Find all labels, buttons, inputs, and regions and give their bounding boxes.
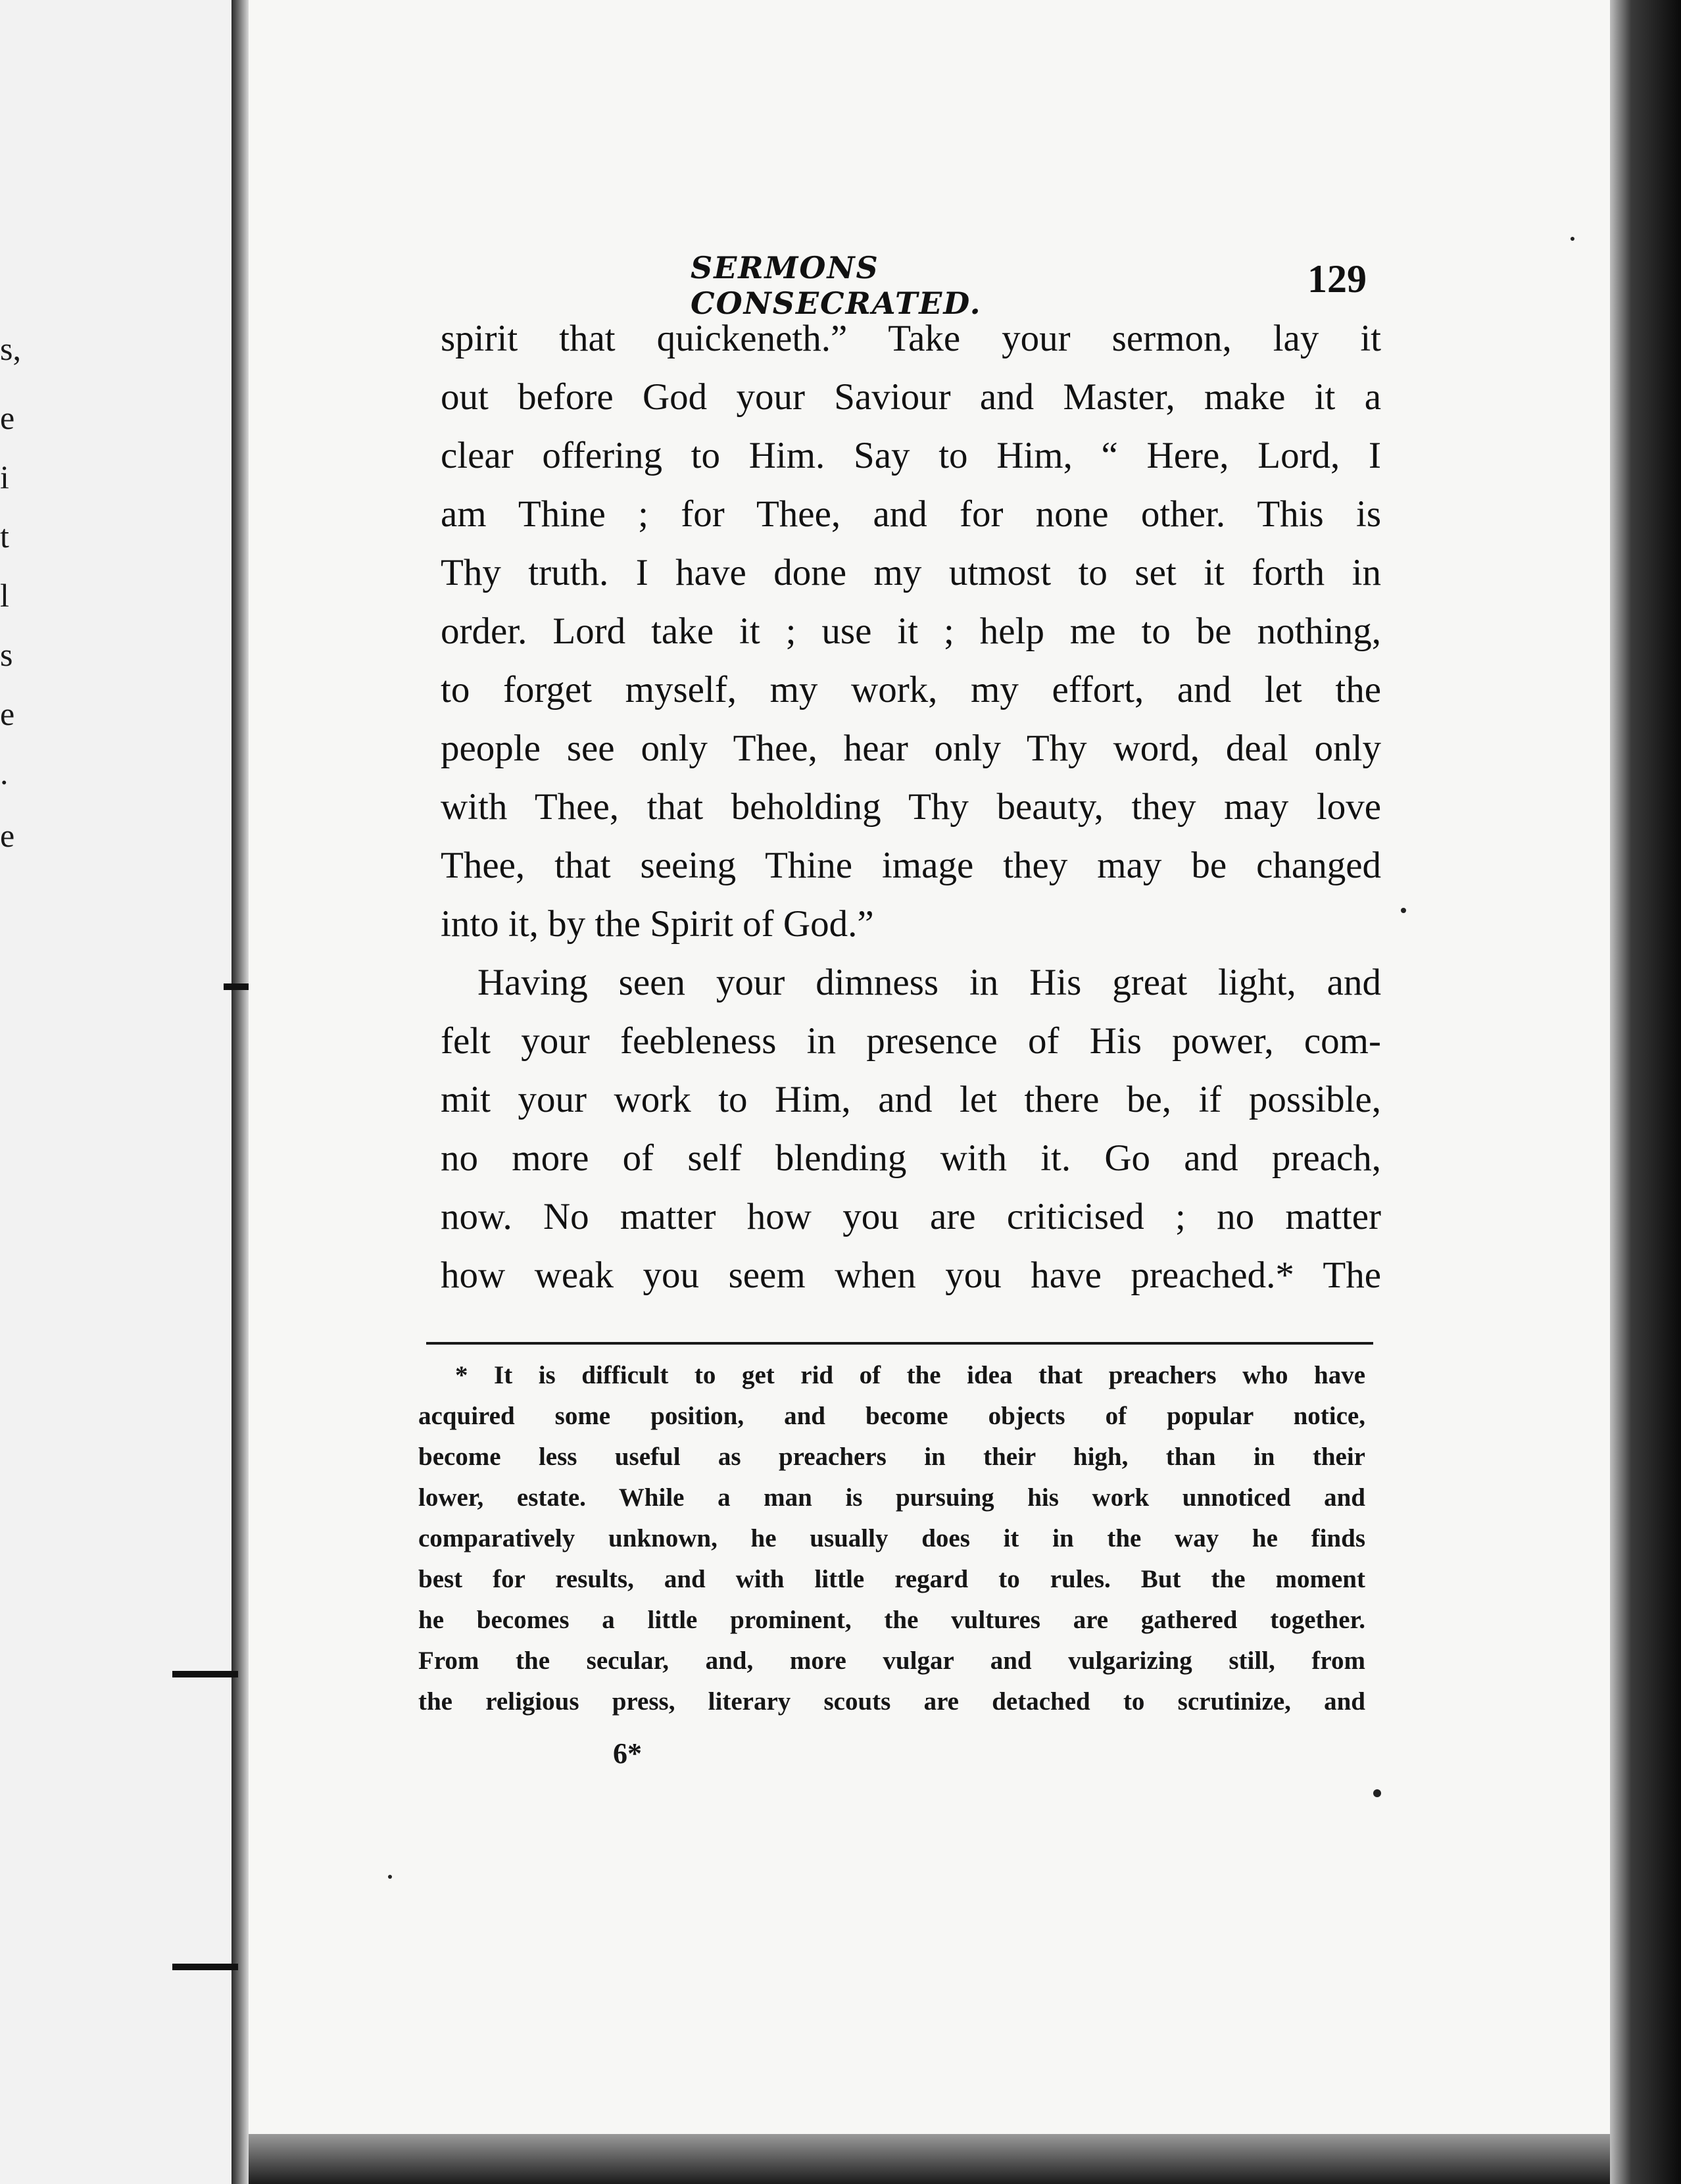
body-line: Having seen your dimness in His great light, and: [477, 962, 1381, 1003]
binding-gutter: [231, 0, 249, 2184]
page-number: 129: [1307, 257, 1367, 301]
footnote-rule: [426, 1342, 1373, 1345]
body-line: clear offering to Him. Say to Him, “ Here, Lord, I: [441, 435, 1381, 476]
binding-tab: [172, 1671, 238, 1677]
footnote-line: From the secular, and, more vulgar and vulgarizing still, from: [418, 1647, 1365, 1675]
left-edge-glyph: e: [0, 695, 15, 732]
footnote-line: comparatively unknown, he usually does it in the way he finds: [418, 1524, 1365, 1552]
body-line: now. No matter how you are criticised ; no matter: [441, 1196, 1381, 1237]
left-edge-glyph: t: [0, 518, 9, 555]
body-text: [441, 309, 1381, 1304]
body-line: Thy truth. I have done my utmost to set it forth in: [441, 552, 1381, 593]
footnote-line: * It is difficult to get rid of the idea that preachers who have: [455, 1361, 1365, 1389]
body-line: am Thine ; for Thee, and for none other. This is: [441, 493, 1381, 535]
footnote-line: acquired some position, and become objects of popular notice,: [418, 1402, 1365, 1430]
binding-tab: [172, 1964, 238, 1970]
paper-speck: [1571, 237, 1574, 241]
body-line: felt your feebleness in presence of His power, com-: [441, 1020, 1381, 1062]
body-line: people see only Thee, hear only Thy word, deal only: [441, 728, 1381, 769]
body-line: mit your work to Him, and let there be, if possible,: [441, 1079, 1381, 1120]
footnote-line: best for results, and with little regard to rules. But the moment: [418, 1565, 1365, 1593]
body-line: spirit that quickeneth.” Take your sermon, lay it: [441, 318, 1381, 359]
left-page-fragment: [0, 0, 231, 2184]
left-edge-glyph: e: [0, 399, 15, 436]
footnote-line: lower, estate. While a man is pursuing his work unnoticed and: [418, 1483, 1365, 1512]
body-line: to forget myself, my work, my effort, and let the: [441, 669, 1381, 710]
body-line: how weak you seem when you have preached.* The: [441, 1254, 1381, 1296]
left-edge-glyph: .: [0, 755, 9, 791]
signature-mark: 6*: [613, 1737, 642, 1770]
bottom-page-edge: [249, 2134, 1610, 2184]
right-page-edge: [1610, 0, 1681, 2184]
left-edge-glyph: s,: [0, 330, 21, 367]
body-line: order. Lord take it ; use it ; help me to be nothing,: [441, 610, 1381, 652]
left-edge-glyph: s: [0, 636, 13, 673]
body-line: into it, by the Spirit of God.”: [441, 903, 874, 945]
footnote-line: the religious press, literary scouts are detached to scrutinize, and: [418, 1687, 1365, 1716]
footnote: [418, 1355, 1365, 1722]
left-edge-glyph: e: [0, 817, 15, 854]
footnote-line: he becomes a little prominent, the vultures are gathered together.: [418, 1606, 1365, 1634]
body-line: no more of self blending with it. Go and preach,: [441, 1137, 1381, 1179]
body-line: with Thee, that beholding Thy beauty, they may love: [441, 786, 1381, 828]
paper-speck: [388, 1875, 392, 1879]
left-edge-glyph: l: [0, 577, 9, 614]
body-line: Thee, that seeing Thine image they may be changed: [441, 845, 1381, 886]
body-line: out before God your Saviour and Master, make it a: [441, 376, 1381, 418]
running-head: SERMONS CONSECRATED.: [691, 250, 982, 321]
left-edge-glyph: i: [0, 459, 9, 495]
footnote-line: become less useful as preachers in their high, than in their: [418, 1443, 1365, 1471]
paper-speck: [1373, 1789, 1381, 1797]
paper-speck: [1401, 908, 1406, 913]
